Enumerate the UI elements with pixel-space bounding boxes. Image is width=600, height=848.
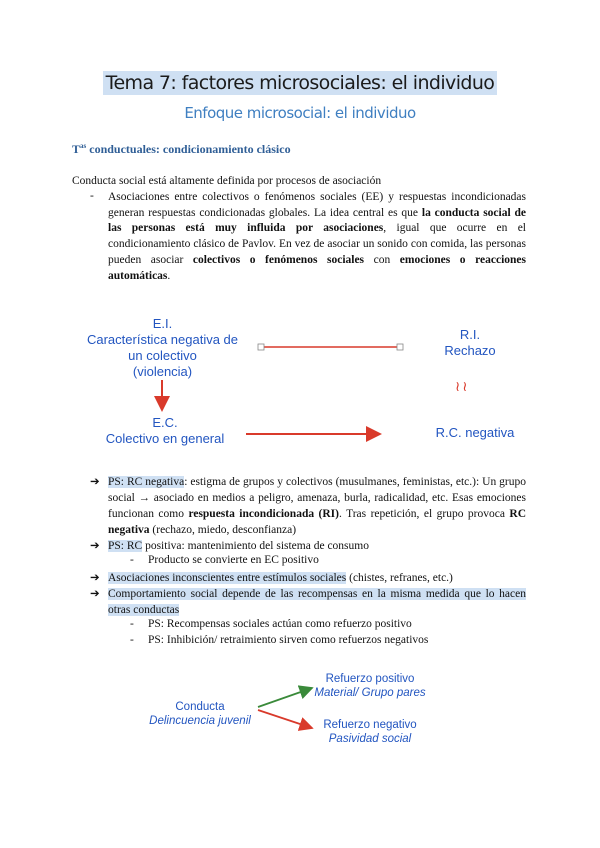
ei-ri-connector — [258, 344, 403, 350]
sub-dash-2: - — [130, 618, 134, 630]
approx-symbol: ≀≀ — [455, 379, 470, 395]
arrow-bullet-1: ➔ — [90, 476, 100, 488]
sub-item-producto: Producto se convierte en EC positivo — [148, 554, 319, 566]
ei-desc-line2: un colectivo — [128, 348, 197, 363]
bullet-paragraph: Asociaciones entre colectivos o fenómenos sociales (EE) y respuestas incondicionadas generan respuestas condicionadas globales. La idea central es que la conducta social de las personas está muy influida por asociaciones, igual que ocurre en el condicionamiento clásico de Pavlov. En vez de asociar un sonido con comida, las personas pueden asociar colectivos o fenómenos sociales con emociones o reacciones automáticas. — [108, 191, 527, 282]
conducta-label: Conducta — [175, 701, 225, 713]
neg-title: Refuerzo negativo — [323, 719, 417, 731]
positive-arrow — [258, 688, 312, 707]
page-title: Tema 7: factores microsociales: el individuo — [0, 72, 600, 94]
item-rc-negativa: PS: RC negativa: estigma de grupos y colectivos (musulmanes, feministas, etc.): Un grupo social → asociado en medios a peligro, amenaza, burla, radicalidad, etc. Esas emociones funcionan como respuesta incondicionada (RI). Tras repetición, el grupo provoca RC negativa (rechazo, miedo, desconfianza) — [108, 476, 527, 536]
ri-desc: Rechazo — [444, 343, 496, 358]
conducta-block — [140, 700, 260, 728]
neg-desc: Pasividad social — [328, 733, 412, 745]
page-subtitle: Enfoque microsocial: el individuo — [184, 104, 416, 122]
intro-paragraph: Conducta social está altamente definida por procesos de asociación — [72, 175, 382, 187]
ei-desc-line3: (violencia) — [132, 364, 193, 379]
refuerzo-negativo-block — [305, 718, 435, 746]
section-heading: $T^{as}$ conductuales: condicionamiento clásico — [72, 142, 291, 156]
item-comportamiento: Comportamiento social depende de las recompensas en la misma medida que lo hacen otras conductas — [108, 588, 526, 616]
ec-title: E.C. — [152, 415, 178, 430]
pos-desc: Material/ Grupo pares — [314, 687, 426, 699]
arrow-bullet-4: ➔ — [90, 588, 100, 600]
rc-label: R.C. negativa — [435, 425, 515, 440]
sub-item-inhibicion: PS: Inhibición/ retraimiento sirven como refuerzos negativos — [148, 634, 429, 646]
sub-item-recompensas: PS: Recompensas sociales actúan como refuerzo positivo — [148, 618, 412, 630]
arrow-bullet-3: ➔ — [90, 572, 100, 584]
sub-dash-3: - — [130, 634, 134, 646]
ei-desc-line1: Característica negativa de — [86, 332, 239, 347]
sub-dash-1: - — [130, 554, 134, 566]
list-dash: - — [90, 190, 94, 202]
arrow-bullet-2: ➔ — [90, 540, 100, 552]
ec-desc: Colectivo en general — [105, 431, 225, 446]
pos-title: Refuerzo positivo — [325, 673, 415, 685]
ei-title: E.I. — [152, 316, 173, 331]
delincuencia-label: Delincuencia juvenil — [149, 715, 251, 727]
negative-arrow — [258, 710, 312, 728]
item-rc-positiva: PS: RC positiva: mantenimiento del sistema de consumo — [108, 540, 369, 552]
item-asociaciones: Asociaciones inconscientes entre estímulos sociales (chistes, refranes, etc.) — [108, 572, 453, 584]
refuerzo-positivo-block — [305, 672, 435, 700]
ri-title: R.I. — [459, 327, 481, 342]
